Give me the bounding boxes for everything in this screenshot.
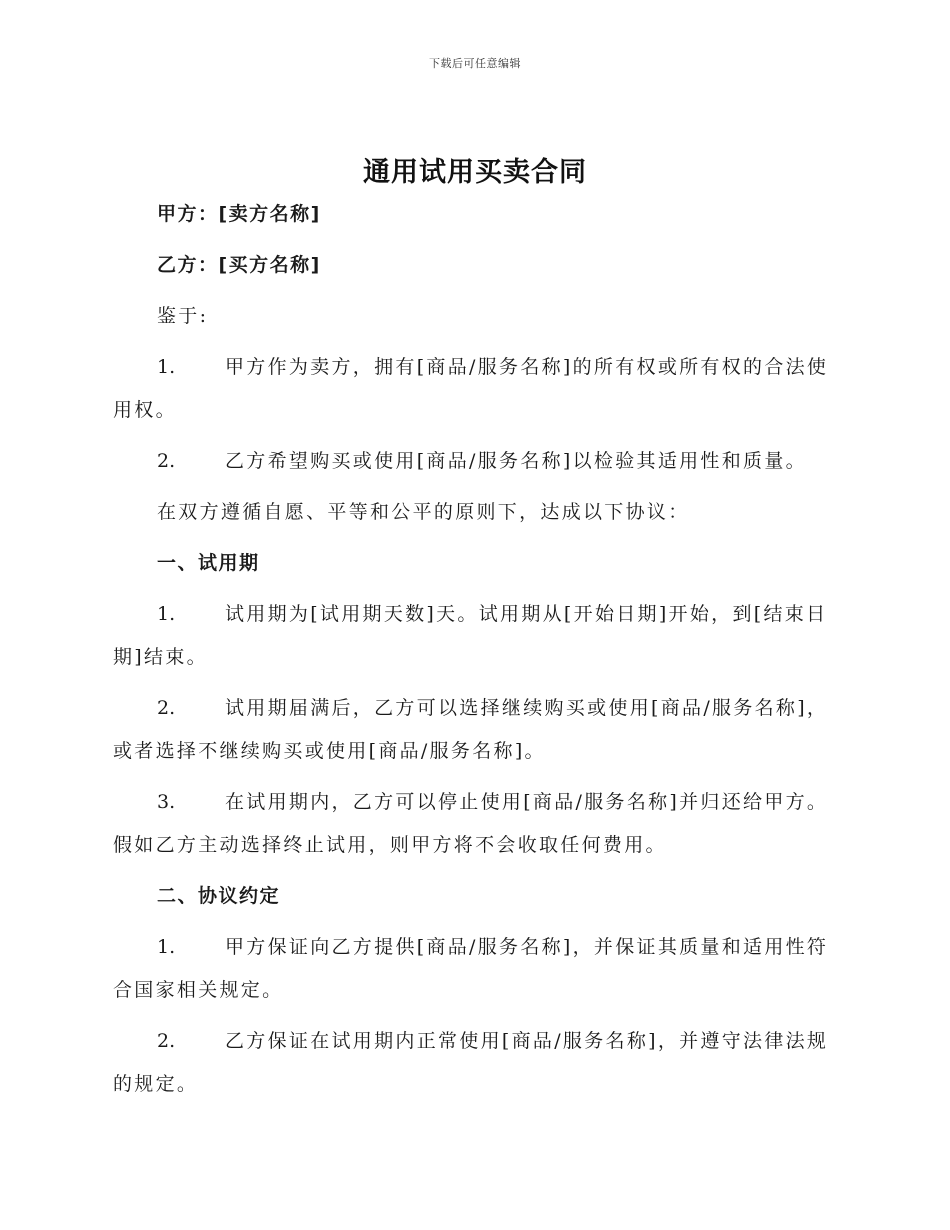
whereas-label: 鉴于: (157, 305, 209, 327)
item-number: 1. (157, 356, 176, 378)
clause-item (113, 1020, 835, 1106)
item-text: 试用期届满后，乙方可以选择继续购买或使用[商品/服务名称]，或者选择不继续购买或使用[商品/服务名称]。 (113, 697, 829, 762)
clause-item (113, 781, 835, 867)
agreement-intro: 在双方遵循自愿、平等和公平的原则下，达成以下协议： (157, 501, 690, 523)
item-number: 2. (157, 697, 176, 719)
item-number: 1. (157, 603, 176, 625)
document-title: 通用试用买卖合同 (363, 157, 587, 188)
section-heading-trial-period: 一、试用期 (157, 552, 260, 574)
item-text: 乙方希望购买或使用[商品/服务名称]以检验其适用性和质量。 (225, 450, 807, 472)
item-text: 在试用期内，乙方可以停止使用[商品/服务名称]并归还给甲方。假如乙方主动选择终止试用，则甲方将不会收取任何费用。 (113, 791, 829, 856)
item-number: 1. (157, 936, 176, 958)
item-text: 甲方作为卖方，拥有[商品/服务名称]的所有权或所有权的合法使用权。 (113, 356, 829, 421)
party-b-line: 乙方：[买方名称] (157, 254, 321, 276)
item-number: 2. (157, 450, 176, 472)
item-text: 试用期为[试用期天数]天。试用期从[开始日期]开始，到[结束日期]结束。 (113, 603, 828, 668)
section-heading-agreement: 二、协议约定 (157, 885, 281, 907)
item-text: 甲方保证向乙方提供[商品/服务名称]，并保证其质量和适用性符合国家相关规定。 (113, 936, 829, 1001)
item-text: 乙方保证在试用期内正常使用[商品/服务名称]，并遵守法律法规的规定。 (113, 1030, 829, 1095)
page-header-note: 下载后可任意编辑 (429, 57, 521, 70)
party-a-line: 甲方：[卖方名称] (157, 203, 321, 225)
clause-item (113, 593, 835, 679)
recital-item (113, 346, 835, 432)
clause-item (113, 687, 835, 773)
item-number: 3. (157, 791, 176, 813)
document-body (113, 193, 835, 1114)
recital-item (113, 440, 835, 483)
clause-item (113, 926, 835, 1012)
item-number: 2. (157, 1030, 176, 1052)
